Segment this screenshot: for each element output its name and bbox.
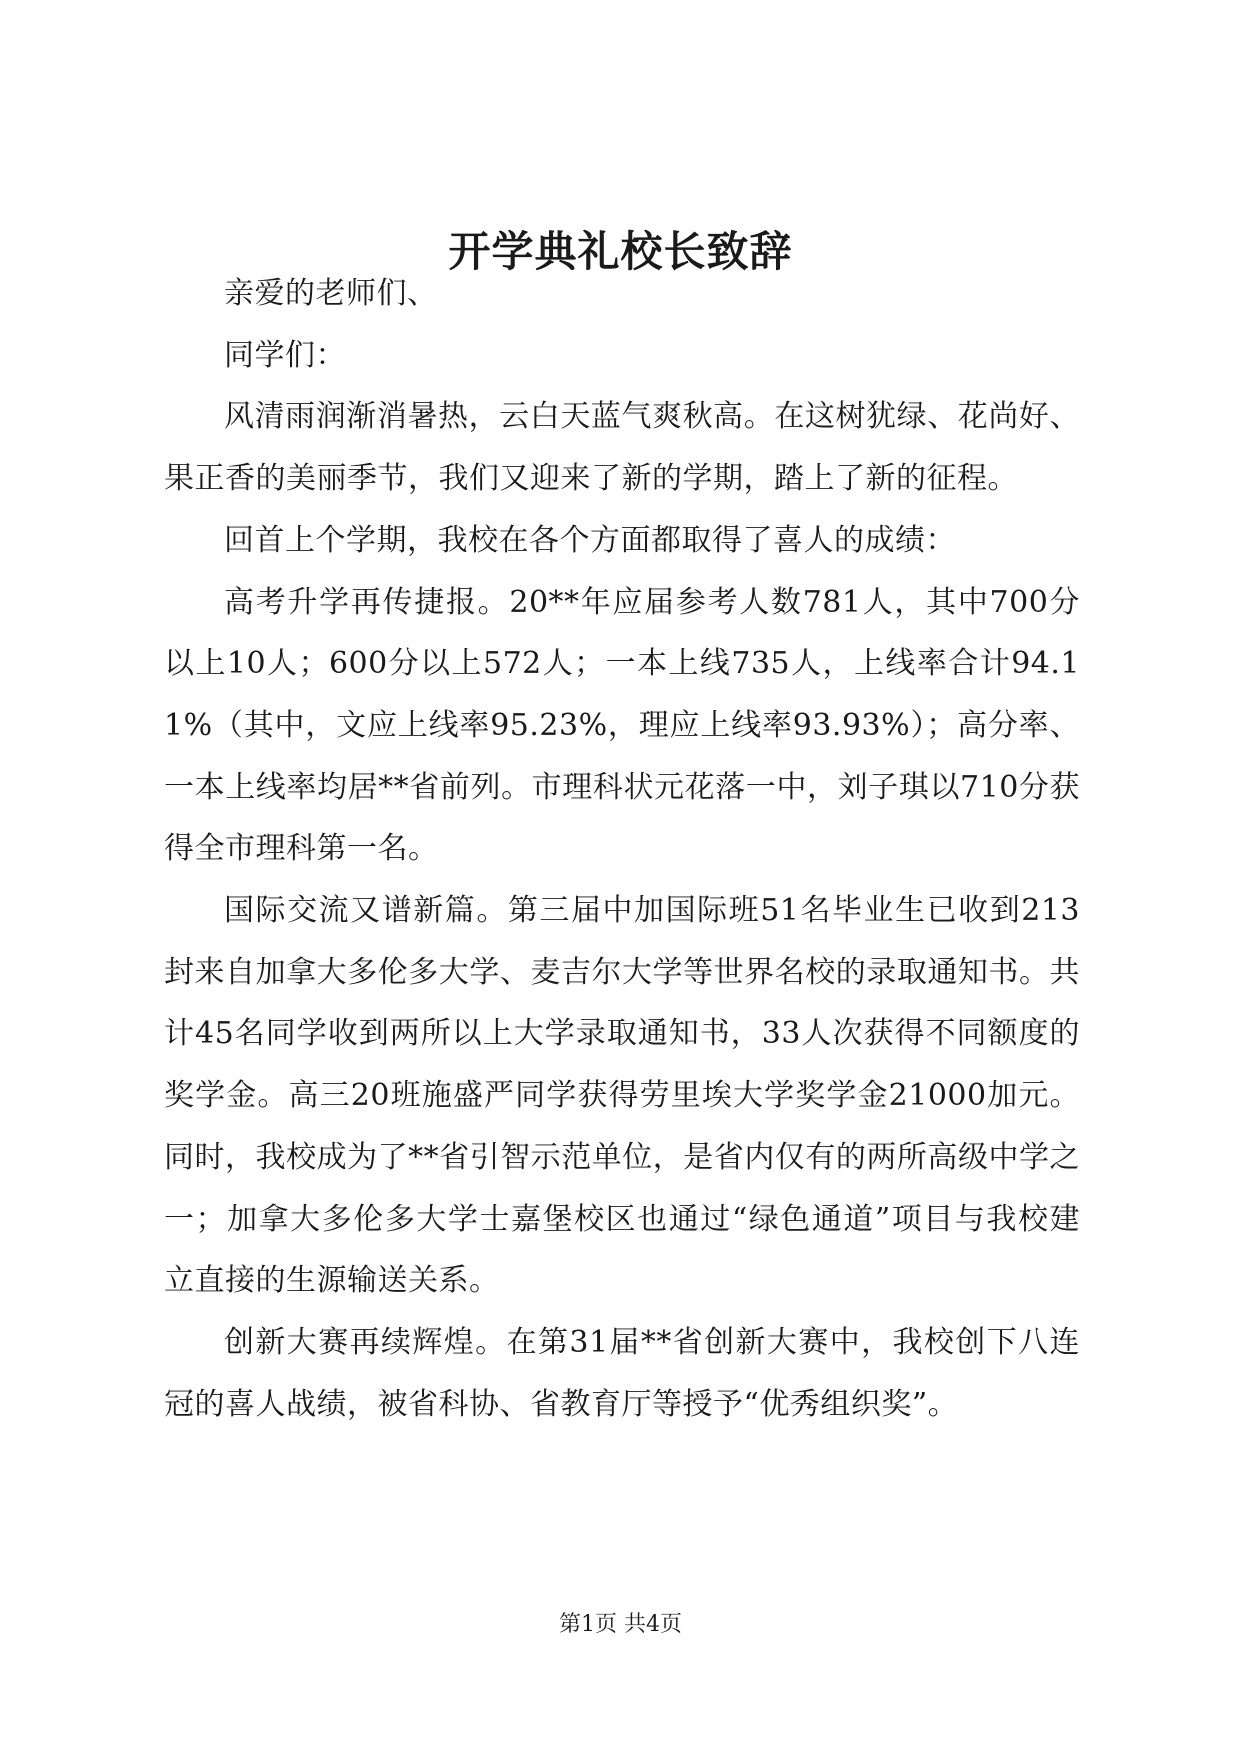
document-body (164, 263, 1080, 1435)
paragraph: 创新大赛再续辉煌。在第31届**省创新大赛中，我校创下八连冠的喜人战绩，被省科协、省教育厅等授予“优秀组织奖”。 (164, 1324, 1080, 1422)
paragraph: 高考升学再传捷报。20**年应届参考人数781人，其中700分以上10人；600分以上572人；一本上线735人，上线率合计94.11%（其中，文应上线率95.23%，理应上线率93.93%）；高分率、一本上线率均居**省前列。市理科状元花落一中，刘子琪以710分获得全市理科第一名。 (164, 584, 1080, 867)
paragraph: 风清雨润渐消暑热，云白天蓝气爽秋高。在这树犹绿、花尚好、果正香的美丽季节，我们又迎来了新的学期，踏上了新的征程。 (164, 399, 1080, 497)
page-number-footer: 第1页 共4页 (559, 1612, 682, 1637)
paragraph: 回首上个学期，我校在各个方面都取得了喜人的成绩： (224, 522, 956, 558)
paragraph: 亲爱的老师们、 (224, 276, 438, 311)
paragraph: 国际交流又谱新篇。第三届中加国际班51名毕业生已收到213封来自加拿大多伦多大学、麦吉尔大学等世界名校的录取通知书。共计45名同学收到两所以上大学录取通知书，33人次获得不同额度的奖学金。高三20班施盛严同学获得劳里埃大学奖学金21000加元。同时，我校成为了**省引智示范单位，是省内仅有的两所高级中学之一；加拿大多伦多大学士嘉堡校区也通过“绿色通道”项目与我校建立直接的生源输送关系。 (164, 893, 1080, 1299)
document-title: 开学典礼校长致辞 (448, 227, 793, 276)
paragraph: 同学们： (224, 337, 346, 373)
